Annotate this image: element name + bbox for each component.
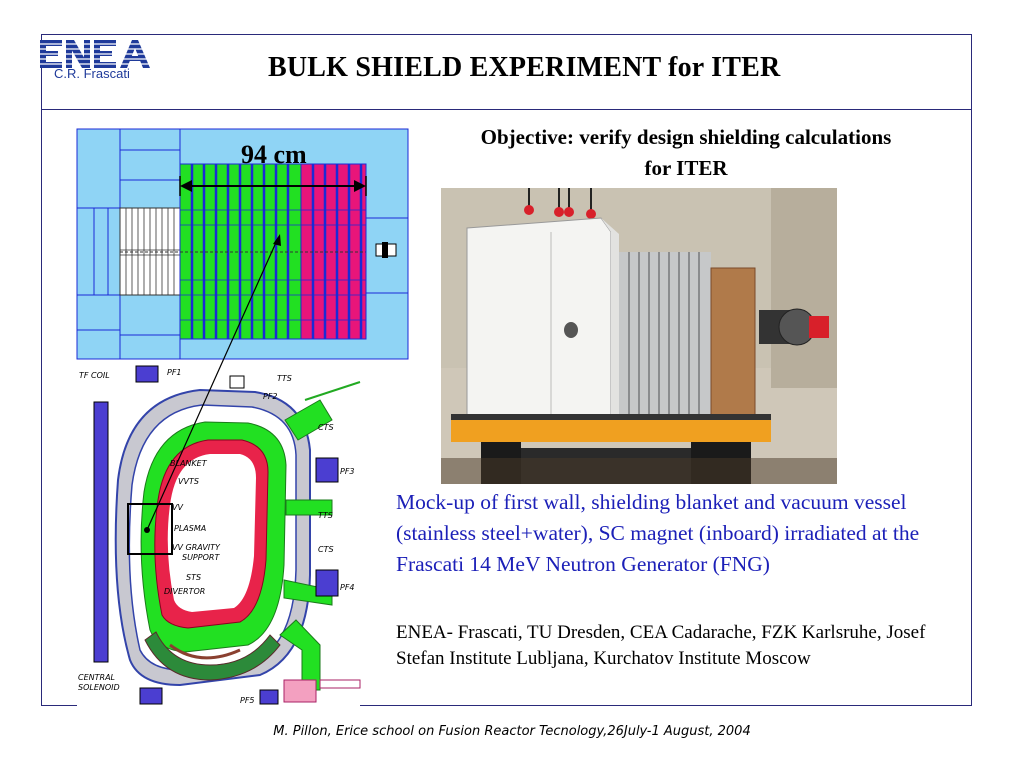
label-tts-1: TTS: [277, 374, 292, 383]
label-vv: VV: [172, 503, 183, 512]
dimension-label: 94 cm: [241, 140, 307, 169]
label-plasma: PLASMA: [174, 524, 207, 533]
label-divertor: DIVERTOR: [164, 587, 206, 596]
mockup-diagram: [70, 120, 430, 710]
label-pf1: PF1: [167, 368, 182, 377]
footer-citation: M. Pillon, Erice school on Fusion Reactor Tecnology,26July-1 August, 2004: [273, 724, 751, 739]
mockup-description: Mock-up of first wall, shielding blanket and vacuum vessel (stainless steel+water), SC magnet (inboard) irradiated at the Frascati 14 MeV Neutron Generator (FNG): [396, 490, 920, 576]
label-pf2: PF2: [263, 392, 278, 401]
label-cts-2: CTS: [318, 545, 334, 554]
label-vv-gravity: VV GRAVITY: [172, 543, 220, 552]
label-tts-2: TTS: [318, 511, 333, 520]
label-cts-1: CTS: [318, 423, 334, 432]
objective-text: Objective: verify design shielding calculations for ITER: [480, 125, 892, 180]
label-central: CENTRAL: [78, 673, 115, 682]
page-title: BULK SHIELD EXPERIMENT for ITER: [268, 52, 781, 83]
label-pf5: PF5: [240, 696, 255, 705]
label-tf-coil: TF COIL: [79, 371, 110, 380]
label-pf4: PF4: [340, 583, 355, 592]
logo-subtitle: C.R. Frascati: [54, 66, 130, 81]
label-solenoid: SOLENOID: [78, 683, 120, 692]
partner-list: ENEA- Frascati, TU Dresden, CEA Cadarache, FZK Karlsruhe, Josef Stefan Institute Lubljana, Kurchatov Institute Moscow: [396, 622, 926, 669]
label-support: SUPPORT: [182, 553, 220, 562]
label-vvts: VVTS: [178, 477, 199, 486]
header-divider: [41, 109, 972, 110]
mockup-photo: [441, 188, 837, 484]
label-blanket: BLANKET: [170, 459, 207, 468]
label-pf3: PF3: [340, 467, 355, 476]
label-sts: STS: [186, 573, 202, 582]
